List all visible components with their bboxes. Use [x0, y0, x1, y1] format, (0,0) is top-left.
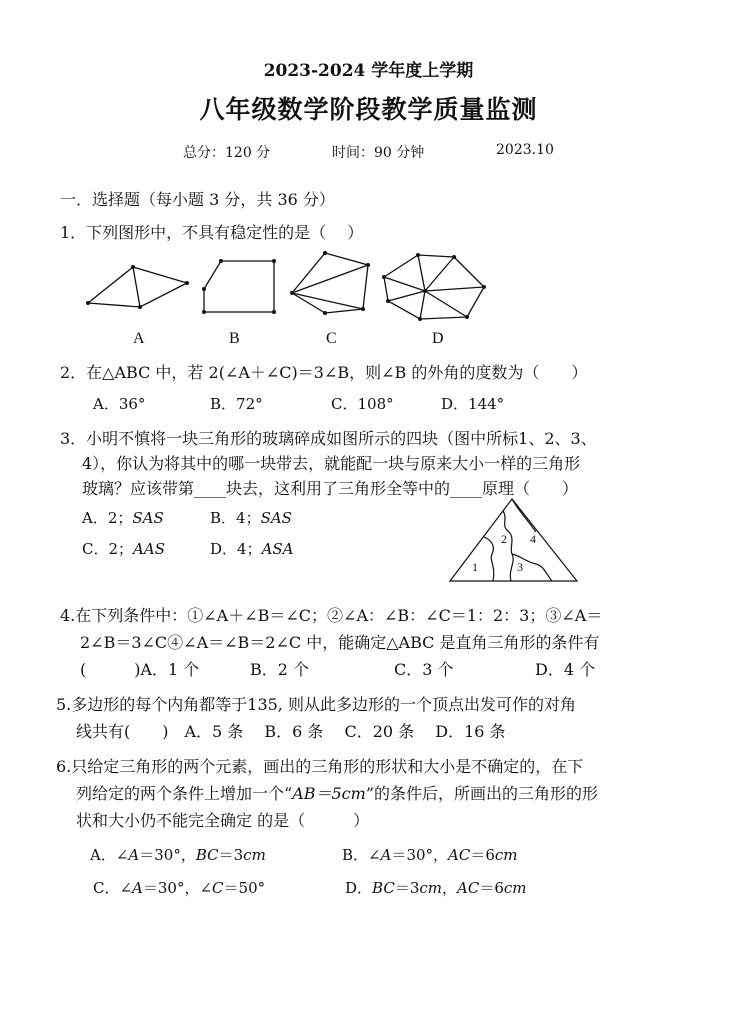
question-1-figures: [80, 245, 500, 325]
q2-option-b: B．72°: [210, 395, 263, 413]
figure-label-c: C: [326, 330, 337, 347]
exam-time: 时间：90 分钟: [332, 145, 425, 161]
question-2-stem: 2．在△ABC 中，若 2(∠A＋∠C)＝3∠B，则∠B 的外角的度数为（ ）: [60, 363, 588, 382]
figure-label-b: B: [229, 330, 240, 347]
question-3-line-3: 玻璃？应该带第____块去，这利用了三角形全等中的____原理（ ）: [82, 479, 579, 498]
q6-option-c: C．∠A＝30°，∠C＝50°: [93, 879, 266, 897]
piece-label-4: 4: [530, 532, 536, 546]
broken-glass-triangle-figure: [446, 496, 580, 584]
question-4-option-a: ( )A．1 个: [80, 660, 200, 679]
q3-option-b: B．4；SAS: [210, 509, 292, 527]
section-heading: 一．选择题（每小题 3 分，共 36 分）: [60, 190, 335, 209]
q2-option-c: C．108°: [331, 395, 394, 413]
q3-option-a: A．2；SAS: [82, 509, 164, 527]
question-5-line-1: 5.多边形的每个内角都等于135, 则从此多边形的一个顶点出发可作的对角: [56, 695, 576, 714]
question-6-line-1: 6.只给定三角形的两个元素，画出的三角形的形状和大小是不确定的，在下: [56, 757, 584, 776]
question-6-line-2: 列给定的两个条件上增加一个“AB＝5cm”的条件后，所画出的三角形的形: [76, 784, 599, 803]
q2-option-d: D．144°: [441, 395, 505, 413]
question-4-option-c: C．3 个: [394, 660, 454, 679]
question-4-option-d: D．4 个: [535, 660, 596, 679]
figure-label-d: D: [432, 330, 444, 347]
question-4-line-2: 2∠B＝3∠C④∠A＝∠B＝2∠C 中，能确定△ABC 是直角三角形的条件有: [80, 633, 600, 652]
q3-option-d: D．4；ASA: [210, 540, 294, 558]
question-3-line-1: 3．小明不慎将一块三角形的玻璃碎成如图所示的四块（图中所标1、2、3、: [60, 429, 597, 448]
figure-c-pentagon-triangulated: [292, 253, 368, 313]
piece-label-2: 2: [501, 532, 507, 546]
figure-d-heptagon-triangulated: [384, 255, 484, 319]
q6-option-b: B．∠A＝30°，AC＝6cm: [342, 846, 518, 864]
exam-date: 2023.10: [496, 142, 554, 158]
piece-label-3: 3: [517, 560, 523, 574]
q3-option-c: C．2；AAS: [82, 540, 165, 558]
piece-label-1: 1: [472, 560, 478, 574]
total-score: 总分：120 分: [183, 145, 271, 161]
question-4-line-1: 4.在下列条件中：①∠A＋∠B＝∠C；②∠A：∠B：∠C＝1：2：3；③∠A＝: [60, 606, 603, 625]
exam-title: 八年级数学阶段教学质量监测: [199, 95, 538, 124]
figure-label-a: A: [133, 330, 145, 347]
question-4-option-b: B．2 个: [250, 660, 310, 679]
question-3-line-2: 4），你认为将其中的哪一块带去，就能配一块与原来大小一样的三角形: [82, 454, 581, 473]
question-6-line-3: 状和大小仍不能完全确定 的是（ ）: [76, 811, 370, 830]
q6-option-d: D．BC＝3cm，AC＝6cm: [345, 879, 527, 897]
q6-option-a: A．∠A＝30°，BC＝3cm: [90, 846, 266, 864]
q2-option-a: A．36°: [93, 395, 146, 413]
exam-year: 2023-2024 学年度上学期: [263, 61, 474, 81]
figure-b-rectangle-with-roof: [204, 261, 274, 312]
figure-a-quadrilateral-with-diagonal: [88, 267, 187, 307]
question-1-stem: 1．下列图形中，不具有稳定性的是（ ）: [60, 223, 364, 242]
question-5-line-2: 线共有( ) A．5 条 B．6 条 C．20 条 D．16 条: [76, 722, 506, 741]
